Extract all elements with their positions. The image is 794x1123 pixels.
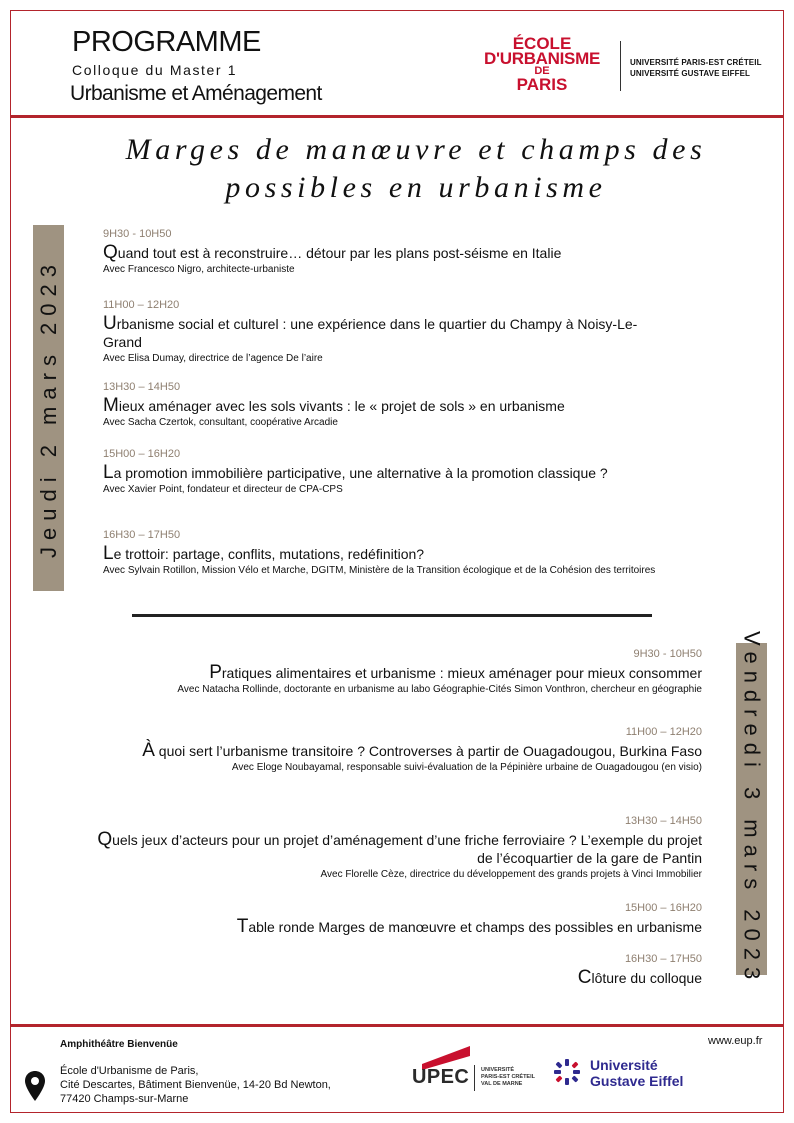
title-initial: M bbox=[103, 395, 119, 416]
eup-logo-line: D'URBANISME bbox=[484, 49, 600, 68]
uge-logo-text bbox=[590, 1057, 683, 1089]
colloquium-title bbox=[36, 131, 794, 207]
session-time: 13H30 – 14H50 bbox=[624, 815, 702, 827]
footer-divider bbox=[10, 1024, 784, 1027]
upec-separator bbox=[474, 1065, 475, 1091]
title-text: rbanisme social et culturel : une expérience dans le quartier du Champy à Noisy-Le-Grand bbox=[103, 316, 638, 350]
session bbox=[103, 227, 663, 277]
university-names bbox=[630, 57, 762, 79]
title-initial: L bbox=[103, 543, 114, 564]
title-line: possibles en urbanisme bbox=[225, 171, 607, 204]
title-initial: P bbox=[209, 662, 222, 683]
title-line: Marges de manœuvre et champs des bbox=[125, 133, 707, 166]
logo-separator bbox=[620, 41, 621, 91]
eup-logo-line: PARIS bbox=[516, 75, 568, 94]
eup-logo-line: DE bbox=[534, 65, 550, 77]
session-speaker: Avec Sacha Czertok, consultant, coopérative Arcadie bbox=[103, 417, 338, 428]
session-time: 15H00 – 16H20 bbox=[624, 902, 702, 914]
session-title bbox=[103, 464, 663, 482]
session bbox=[103, 528, 663, 578]
session-time: 13H30 – 14H50 bbox=[103, 381, 181, 393]
title-text: quoi sert l’urbanisme transitoire ? Controverses à partir de Ouagadougou, Burkina Faso bbox=[154, 743, 702, 759]
title-text: ieux aménager avec les sols vivants : le « projet de sols » en urbanisme bbox=[118, 398, 565, 414]
session-speaker: Avec Francesco Nigro, architecte-urbaniste bbox=[103, 264, 295, 275]
session-time: 9H30 - 10H50 bbox=[633, 648, 702, 660]
session-speaker: Avec Sylvain Rotillon, Mission Vélo et Marche, DGITM, Ministère de la Transition écologique et de la Cohésion des territoires bbox=[103, 565, 656, 576]
master-name: Urbanisme et Aménagement bbox=[70, 82, 322, 105]
upec-sub-line: VAL DE MARNE bbox=[481, 1081, 523, 1087]
session bbox=[82, 952, 702, 987]
session-title bbox=[103, 244, 663, 262]
title-text: e trottoir: partage, conflits, mutations, redéfinition? bbox=[113, 546, 425, 562]
session bbox=[103, 447, 663, 497]
session-time: 16H30 – 17H50 bbox=[624, 953, 702, 965]
session bbox=[82, 814, 702, 882]
title-initial: À bbox=[142, 740, 155, 761]
session bbox=[103, 298, 663, 366]
upec-sub-line: PARIS-EST CRÉTEIL bbox=[481, 1074, 535, 1080]
upec-logo-text: UPEC bbox=[412, 1066, 470, 1088]
session-speaker: Avec Eloge Noubayamal, responsable suivi-évaluation de la Pépinière urbaine de Ouagadougou (en visio) bbox=[231, 762, 702, 773]
address-line: 77420 Champs-sur-Marne bbox=[60, 1093, 189, 1105]
session-time: 15H00 – 16H20 bbox=[103, 448, 181, 460]
day2-band bbox=[736, 631, 767, 987]
day-divider bbox=[132, 614, 652, 617]
title-text: a promotion immobilière participative, une alternative à la promotion classique ? bbox=[113, 465, 608, 481]
session-title bbox=[103, 397, 663, 415]
session-title bbox=[82, 918, 702, 936]
title-text: ratiques alimentaires et urbanisme : mieux aménager pour mieux consommer bbox=[221, 665, 702, 681]
session-time: 11H00 – 12H20 bbox=[103, 299, 180, 311]
session-title bbox=[82, 969, 702, 987]
title-initial: T bbox=[236, 916, 249, 937]
location-pin-icon bbox=[24, 1070, 46, 1102]
session-speaker: Avec Xavier Point, fondateur et directeur de CPA-CPS bbox=[103, 484, 343, 495]
title-initial: U bbox=[103, 313, 117, 334]
title-text: able ronde Marges de manœuvre et champs des possibles en urbanisme bbox=[248, 919, 702, 935]
title-initial: Q bbox=[97, 829, 113, 850]
upec-sub-line: UNIVERSITÉ bbox=[481, 1067, 515, 1073]
title-text: lôture du colloque bbox=[591, 970, 702, 986]
website-link[interactable]: www.eup.fr bbox=[708, 1035, 763, 1047]
title-initial: C bbox=[577, 967, 592, 988]
address-line: École d'Urbanisme de Paris, bbox=[60, 1065, 199, 1077]
title-text: uand tout est à reconstruire… détour par les plans post-séisme en Italie bbox=[117, 245, 562, 261]
eup-logo-line: ÉCOLE bbox=[512, 34, 572, 53]
eup-logo bbox=[476, 36, 608, 92]
venue-name: Amphithéâtre Bienvenüe bbox=[60, 1039, 178, 1050]
uge-line: Gustave Eiffel bbox=[590, 1073, 684, 1089]
session-speaker: Avec Natacha Rollinde, doctorante en urbanisme au labo Géographie-Cités Simon Vonthron, chercheur en géographie bbox=[177, 684, 702, 695]
address-line: Cité Descartes, Bâtiment Bienvenüe, 14-20 Bd Newton, bbox=[60, 1079, 331, 1091]
session-time: 9H30 - 10H50 bbox=[103, 228, 172, 240]
header-divider bbox=[10, 115, 784, 118]
title-initial: L bbox=[103, 462, 114, 483]
session-speaker: Avec Florelle Cèze, directrice du développement des grands projets à Vinci Immobilier bbox=[320, 869, 702, 880]
session-title bbox=[103, 315, 663, 351]
session-title bbox=[82, 664, 702, 682]
session bbox=[103, 380, 663, 430]
day2-label: Vendredi 3 mars 2023 bbox=[739, 631, 765, 987]
day1-band bbox=[33, 225, 64, 591]
session-title bbox=[103, 545, 663, 563]
upec-subtitle bbox=[481, 1067, 535, 1088]
session-time: 16H30 – 17H50 bbox=[103, 529, 181, 541]
uge-line: Université bbox=[590, 1057, 658, 1073]
day1-label: Jeudi 2 mars 2023 bbox=[35, 258, 61, 558]
uge-logo-icon bbox=[553, 1058, 581, 1086]
university-name: UNIVERSITÉ GUSTAVE EIFFEL bbox=[630, 69, 750, 78]
university-name: UNIVERSITÉ PARIS-EST CRÉTEIL bbox=[630, 58, 762, 67]
session-title bbox=[82, 742, 702, 760]
title-initial: Q bbox=[103, 242, 118, 263]
session bbox=[82, 901, 702, 936]
session-title bbox=[82, 831, 702, 867]
venue-address bbox=[60, 1064, 331, 1106]
colloque-subtitle: Colloque du Master 1 bbox=[72, 62, 238, 78]
title-text: uels jeux d’acteurs pour un projet d’aménagement d’une friche ferroviaire ? L’exemple du projet de l’écoquartier de la gare de Pantin bbox=[112, 832, 702, 866]
session-speaker: Avec Elisa Dumay, directrice de l’agence De l’aire bbox=[103, 353, 323, 364]
session bbox=[82, 647, 702, 697]
session-time: 11H00 – 12H20 bbox=[625, 726, 702, 738]
programme-title: PROGRAMME bbox=[72, 26, 261, 58]
session bbox=[82, 725, 702, 775]
